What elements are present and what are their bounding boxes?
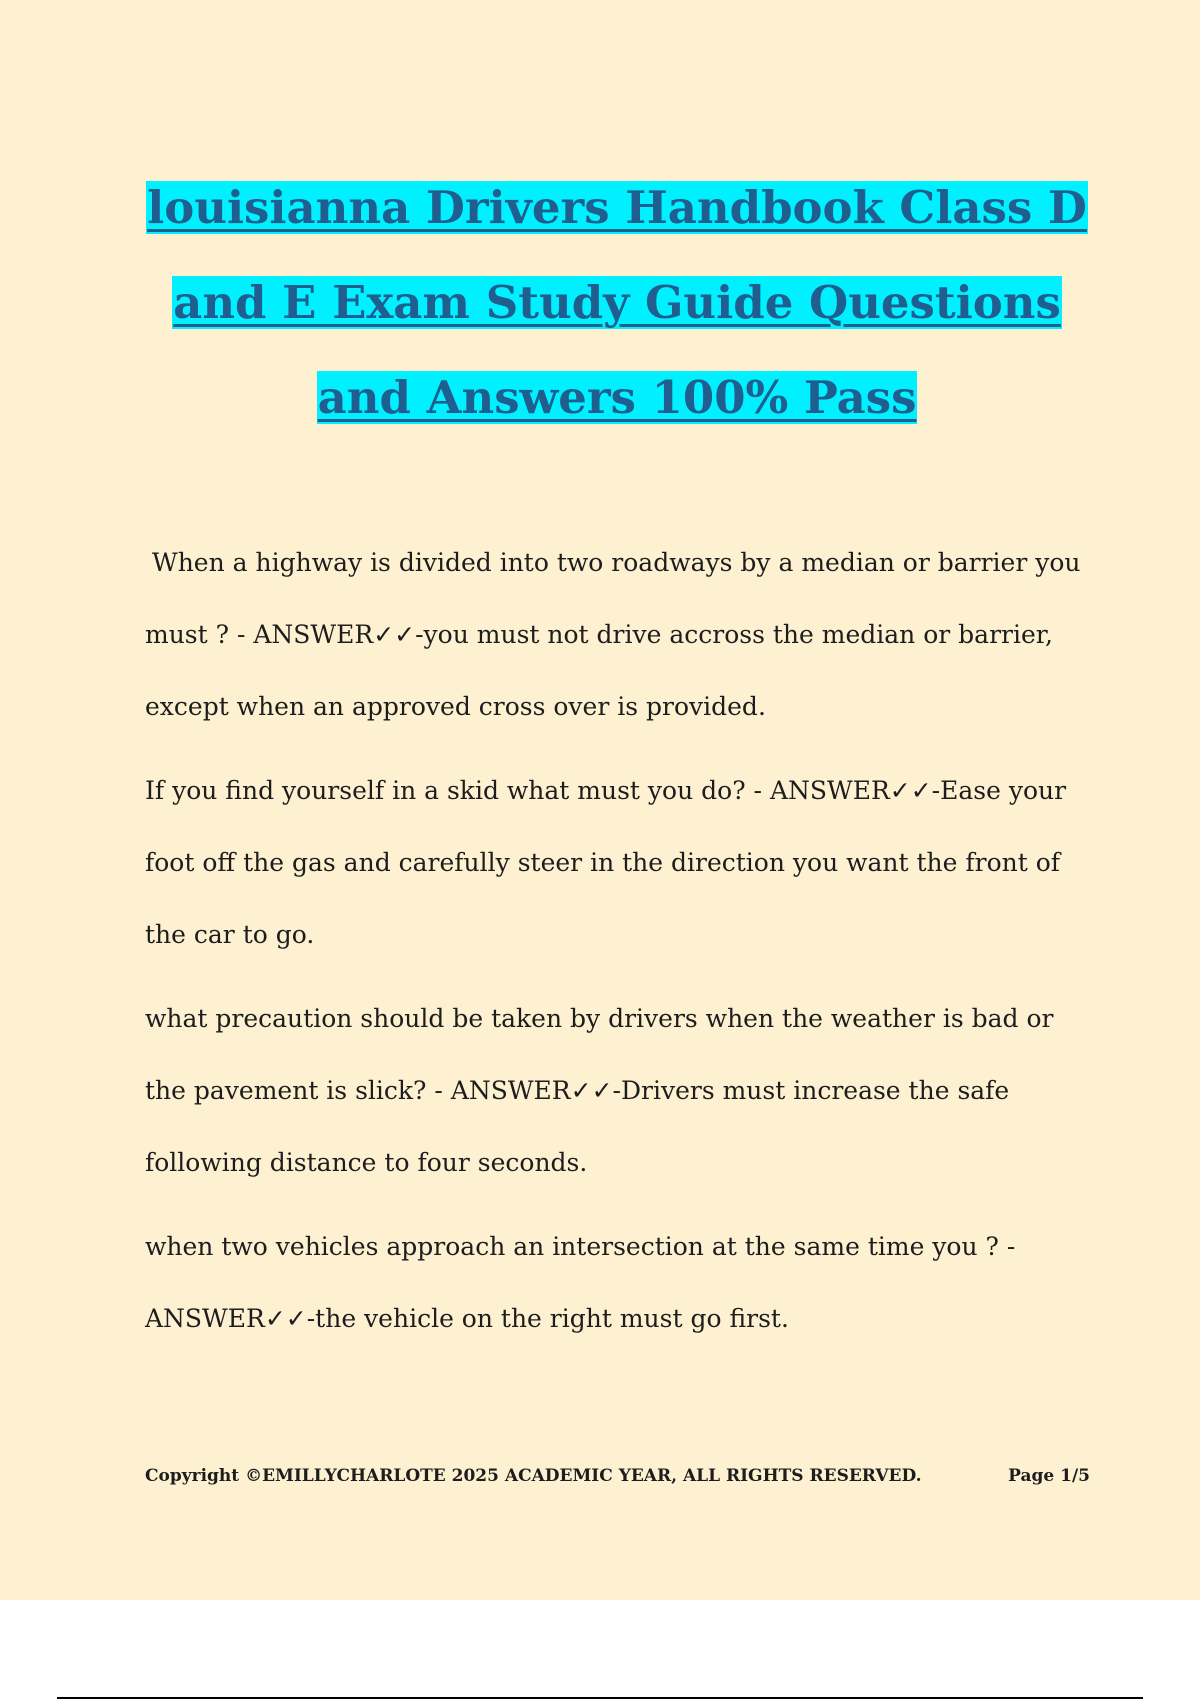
- page-footer: [145, 1466, 1090, 1486]
- title-line-3: and Answers 100% Pass: [317, 371, 917, 424]
- bottom-divider: [57, 1697, 1143, 1699]
- qa-item-intersection: when two vehicles approach an intersection at the same time you ? - ANSWER✓✓-the vehicle on the right must go first.: [145, 1232, 1016, 1333]
- copyright-notice: Copyright ©EMILLYCHARLOTE 2025 ACADEMIC YEAR, ALL RIGHTS RESERVED.: [145, 1466, 922, 1486]
- document-title: [100, 160, 1134, 445]
- qa-item-bad-weather: what precaution should be taken by drivers when the weather is bad or the pavement is slick? - ANSWER✓✓-Drivers must increase the safe following distance to four seconds.: [145, 1004, 1054, 1177]
- qa-item-skid: If you find yourself in a skid what must you do? - ANSWER✓✓-Ease your foot off the gas and carefully steer in the direction you want the front of the car to go.: [145, 776, 1067, 949]
- qa-item-median: When a highway is divided into two roadways by a median or barrier you must ? - ANSWER✓✓-you must not drive accross the median or barrier, except when an approved cross over is provided.: [145, 548, 1081, 721]
- qa-list: [145, 527, 1090, 1367]
- page-number: Page 1/5: [1008, 1466, 1090, 1486]
- title-line-1: louisianna Drivers Handbook Class D: [147, 181, 1087, 234]
- title-line-2: and E Exam Study Guide Questions: [173, 276, 1061, 329]
